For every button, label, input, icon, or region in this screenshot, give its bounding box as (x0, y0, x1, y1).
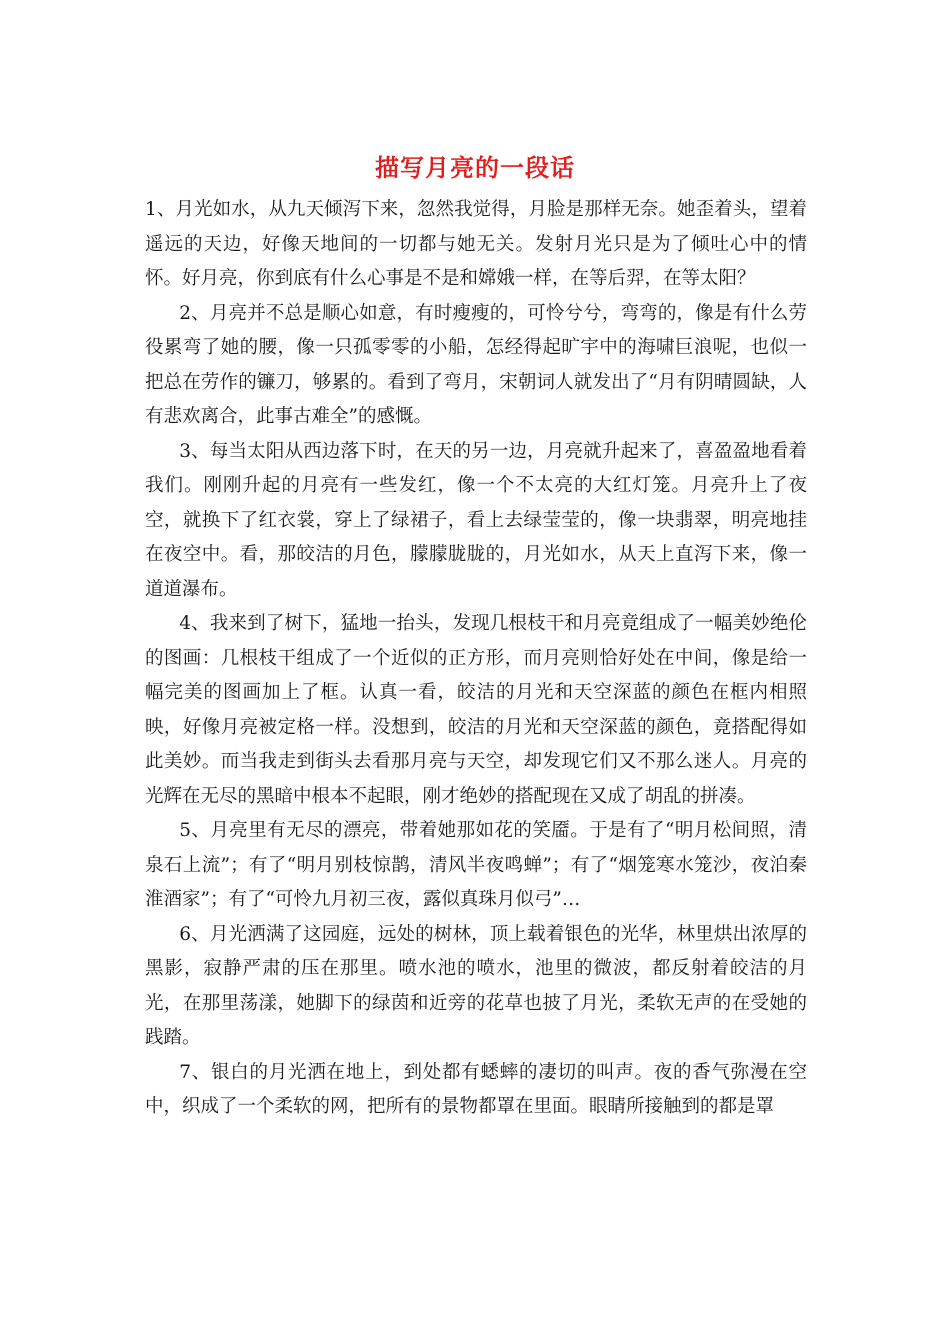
paragraph-7: 7、银白的月光洒在地上，到处都有蟋蟀的凄切的叫声。夜的香气弥漫在空中，织成了一个柔软的网，把所有的景物都罩在里面。眼睛所接触到的都是罩 (145, 1061, 807, 1117)
paragraph-2: 2、月亮并不总是顺心如意，有时瘦瘦的，可怜兮兮，弯弯的，像是有什么劳役累弯了她的腰，像一只孤零零的小船，怎经得起旷宇中的海啸巨浪呢，也似一把总在劳作的镰刀，够累的。看到了弯月，宋朝词人就发出了“月有阴晴圆缺，人有悲欢离合，此事古难全”的感慨。 (145, 302, 807, 427)
paragraph-1: 1、月光如水，从九天倾泻下来，忽然我觉得，月脸是那样无奈。她歪着头，望着遥远的天边，好像天地间的一切都与她无关。发射月光只是为了倾吐心中的情怀。好月亮，你到底有什么心事是不是和嫦娥一样，在等后羿，在等太阳？ (145, 199, 807, 289)
paragraph-6: 6、月光洒满了这园庭，远处的树林，顶上载着银色的光华，林里烘出浓厚的黑影，寂静严肃的压在那里。喷水池的喷水，池里的微波，都反射着皎洁的月光，在那里荡漾，她脚下的绿茵和近旁的花草也披了月光，柔软无声的在受她的践踏。 (145, 923, 807, 1048)
paragraph-5: 5、月亮里有无尽的漂亮，带着她那如花的笑靥。于是有了“明月松间照，清泉石上流”；有了“明月别枝惊鹊，清风半夜鸣蝉”；有了“烟笼寒水笼沙，夜泊秦淮酒家”；有了“可怜九月初三夜，露似真珠月似弓”… (145, 820, 807, 910)
paragraph-4: 4、我来到了树下，猛地一抬头，发现几根枝干和月亮竟组成了一幅美妙绝伦的图画：几根枝干组成了一个近似的正方形，而月亮则恰好处在中间，像是给一幅完美的图画加上了框。认真一看，皎洁的月光和天空深蓝的颜色在框内相照映，好像月亮被定格一样。没想到，皎洁的月光和天空深蓝的颜色，竟搭配得如此美妙。而当我走到街头去看那月亮与天空，却发现它们又不那么迷人。月亮的光辉在无尽的黑暗中根本不起眼，刚才绝妙的搭配现在又成了胡乱的拼凑。 (145, 613, 807, 807)
paragraph-3: 3、每当太阳从西边落下时，在天的另一边，月亮就升起来了，喜盈盈地看着我们。刚刚升起的月亮有一些发红，像一个不太亮的大红灯笼。月亮升上了夜空，就换下了红衣裳，穿上了绿裙子，看上去绿莹莹的，像一块翡翠，明亮地挂在夜空中。看，那皎洁的月色，朦朦胧胧的，月光如水，从天上直泻下来，像一道道瀑布。 (145, 440, 807, 600)
document-body (145, 193, 807, 1125)
document-title: 描写月亮的一段话 (375, 153, 575, 182)
